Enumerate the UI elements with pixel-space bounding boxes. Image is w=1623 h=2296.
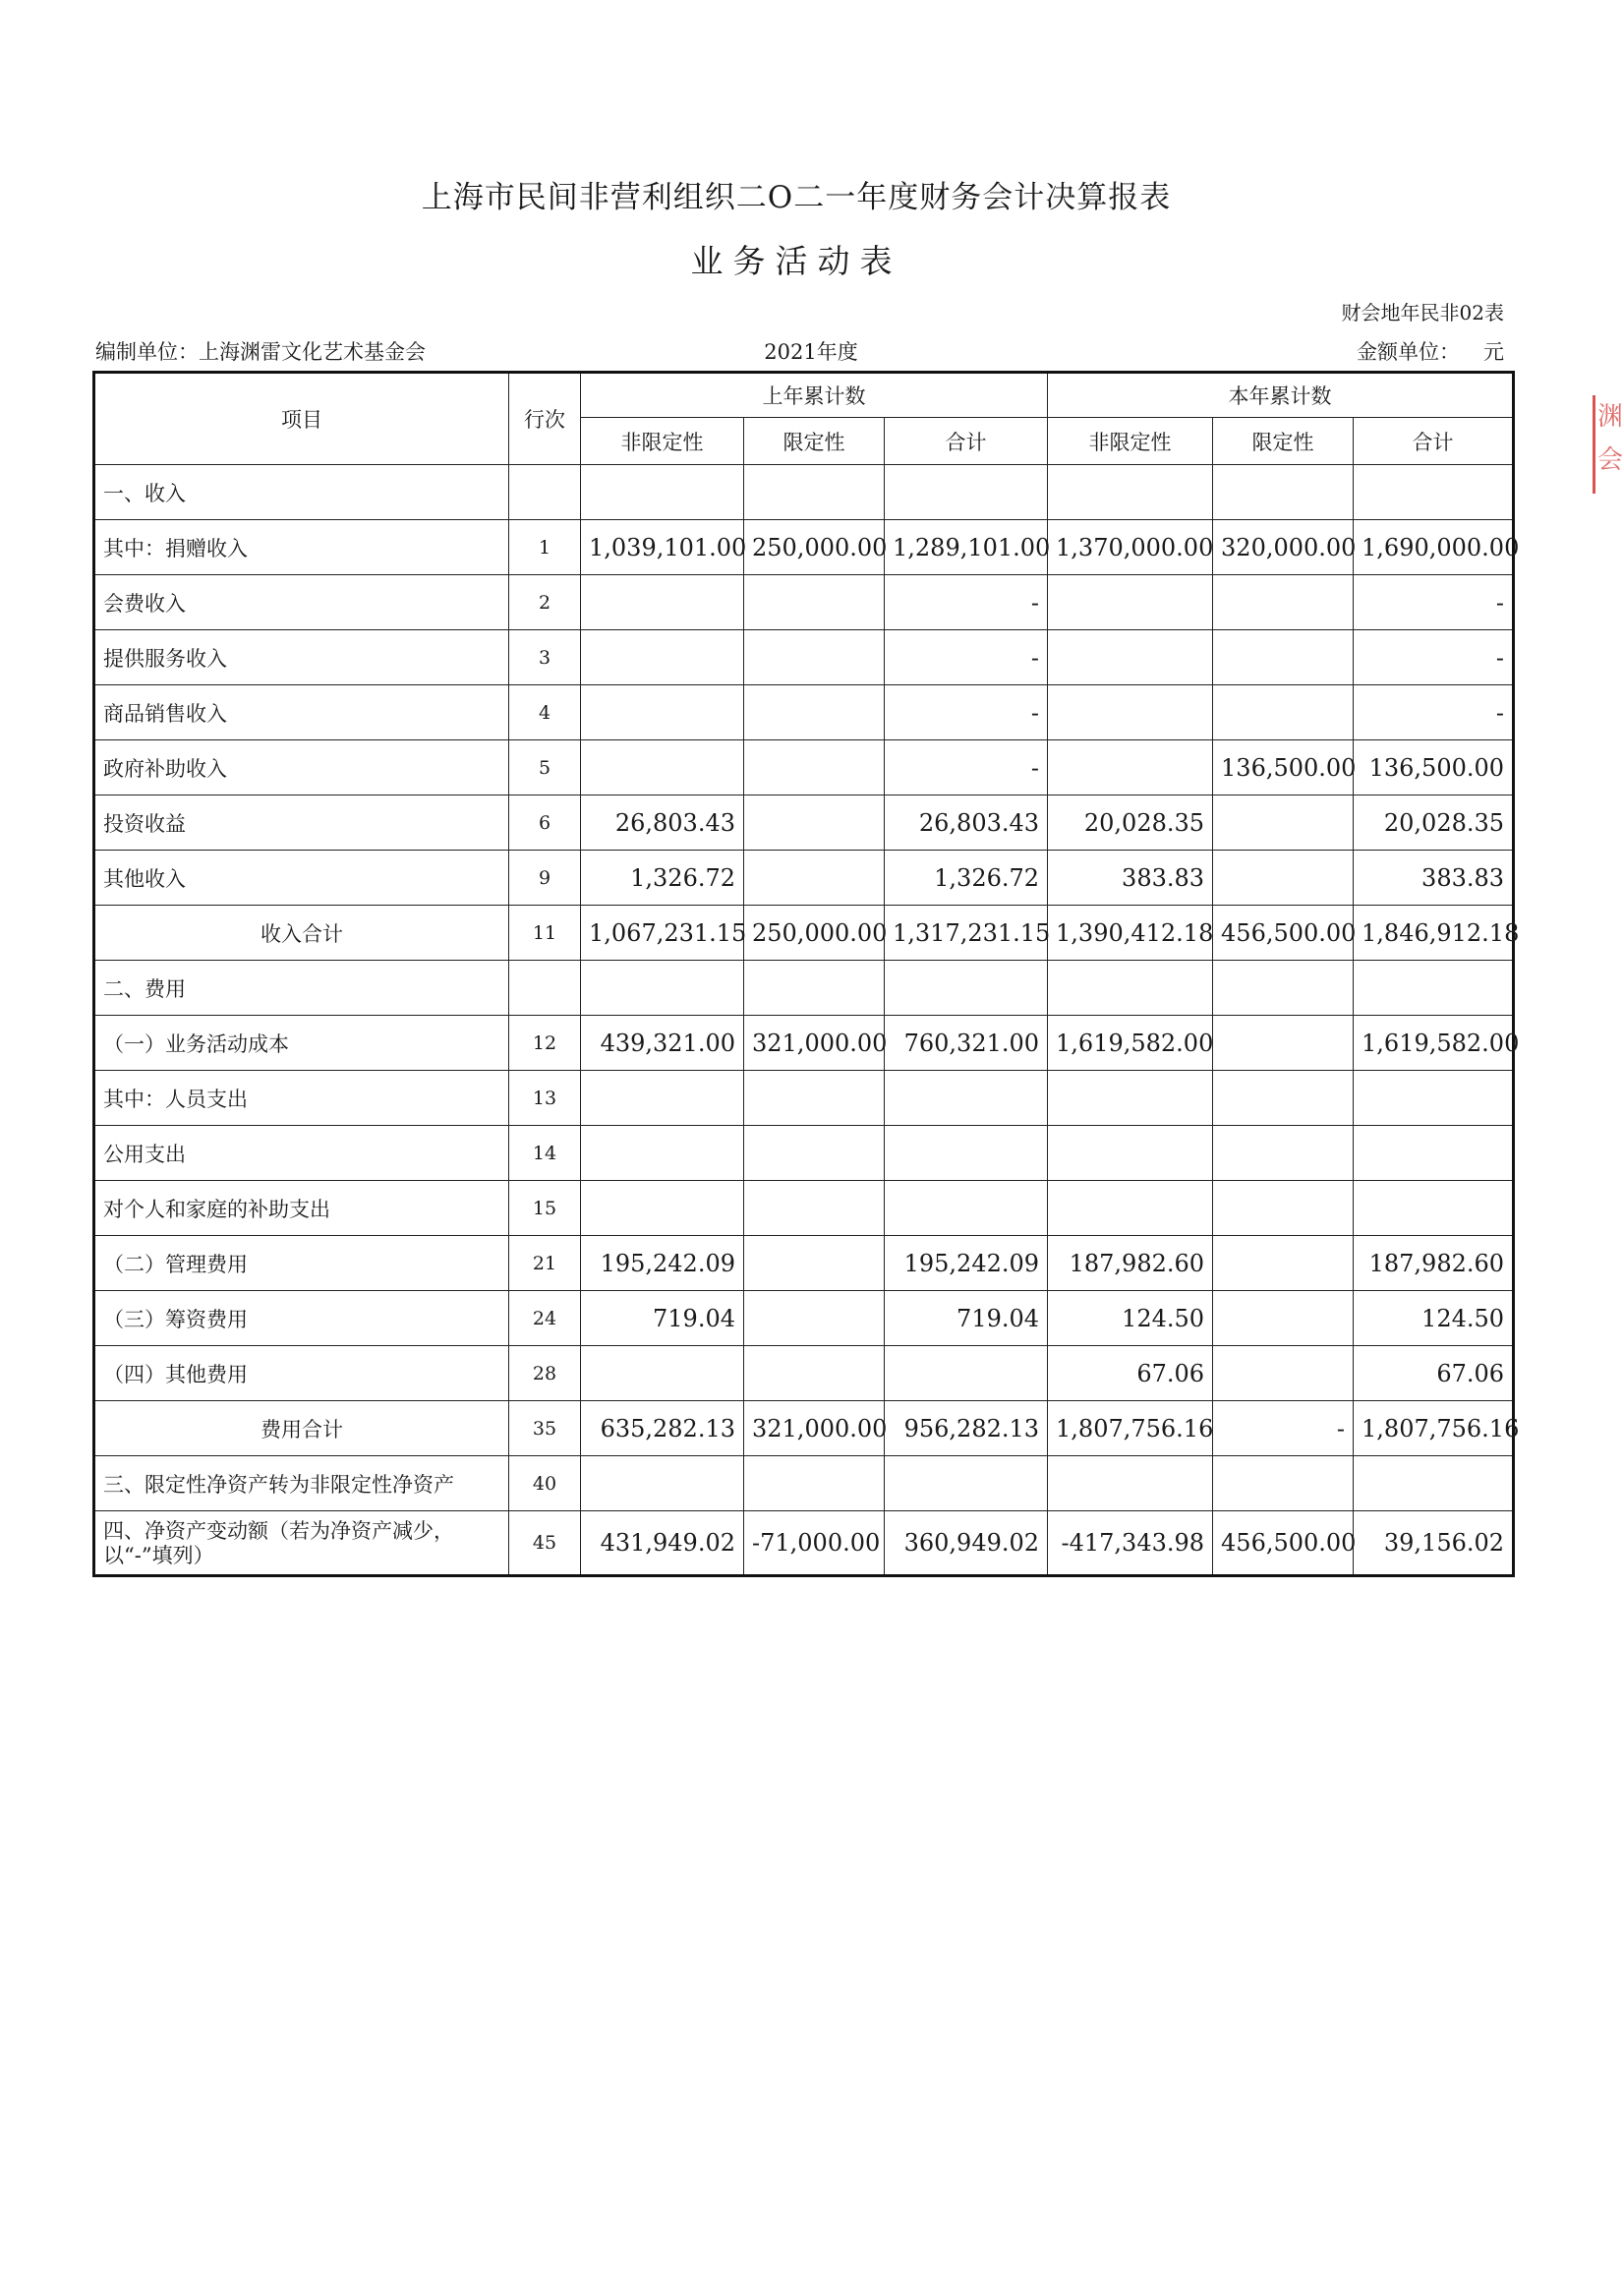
amount-cell-c1	[1048, 630, 1213, 685]
meta-row	[95, 336, 1504, 366]
amount-cell-c3: 1,690,000.00	[1354, 520, 1514, 575]
seal-stamp-fragment	[1593, 395, 1623, 494]
amount-cell-c3: -	[1354, 685, 1514, 740]
amount-cell-c3: 383.83	[1354, 851, 1514, 906]
row-item-label: 四、净资产变动额（若为净资产减少，以“-”填列）	[94, 1511, 509, 1576]
table-row	[94, 851, 1514, 906]
amount-cell-c3: 124.50	[1354, 1291, 1514, 1346]
amount-cell-c2	[1213, 465, 1354, 520]
row-line-number: 13	[509, 1071, 581, 1126]
row-item-label: 其他收入	[94, 851, 509, 906]
amount-cell-c3	[1354, 465, 1514, 520]
stamp-char: 渊	[1597, 402, 1623, 432]
table-body	[94, 465, 1520, 1576]
unit-label: 金额单位：	[1357, 340, 1460, 364]
amount-cell-p2	[744, 465, 885, 520]
table-row	[94, 1236, 1514, 1291]
table-row	[94, 1401, 1514, 1456]
row-item-label: 商品销售收入	[94, 685, 509, 740]
amount-cell-p3	[885, 1071, 1048, 1126]
amount-cell-p1: 635,282.13	[581, 1401, 744, 1456]
row-line-number: 40	[509, 1456, 581, 1511]
amount-cell-c2	[1213, 1126, 1354, 1181]
report-subtitle: 业务活动表	[690, 242, 902, 280]
amount-cell-p1	[581, 685, 744, 740]
currency-unit	[1357, 336, 1504, 366]
row-item-label: （四）其他费用	[94, 1346, 509, 1401]
table-row	[94, 685, 1514, 740]
amount-cell-p1: 26,803.43	[581, 795, 744, 851]
amount-cell-c3	[1354, 1456, 1514, 1511]
amount-cell-c3	[1354, 1181, 1514, 1236]
amount-cell-c2	[1213, 1346, 1354, 1401]
amount-cell-p1: 195,242.09	[581, 1236, 744, 1291]
amount-cell-p1: 431,949.02	[581, 1511, 744, 1576]
header-cur-total: 合计	[1354, 418, 1514, 465]
amount-cell-c2: 136,500.00	[1213, 740, 1354, 795]
amount-cell-p1: 1,326.72	[581, 851, 744, 906]
amount-cell-c2	[1213, 1181, 1354, 1236]
table-row	[94, 906, 1514, 961]
amount-cell-p3: 26,803.43	[885, 795, 1048, 851]
row-line-number	[509, 465, 581, 520]
amount-cell-c1	[1048, 1126, 1213, 1181]
row-item-label: 提供服务收入	[94, 630, 509, 685]
row-item-label: 收入合计	[94, 906, 509, 961]
amount-cell-c1	[1048, 575, 1213, 630]
table-row	[94, 1071, 1514, 1126]
amount-cell-c2	[1213, 1071, 1354, 1126]
header-this-year: 本年累计数	[1048, 373, 1514, 418]
table-row	[94, 1016, 1514, 1071]
amount-cell-c1	[1048, 1181, 1213, 1236]
amount-cell-p3: -	[885, 630, 1048, 685]
row-item-label: 公用支出	[94, 1126, 509, 1181]
amount-cell-p1: 439,321.00	[581, 1016, 744, 1071]
amount-cell-c1	[1048, 961, 1213, 1016]
amount-cell-p2	[744, 1236, 885, 1291]
header-row-1	[94, 373, 1514, 418]
amount-cell-c1: 1,619,582.00	[1048, 1016, 1213, 1071]
row-line-number: 28	[509, 1346, 581, 1401]
amount-cell-c1: 1,807,756.16	[1048, 1401, 1213, 1456]
amount-cell-p1	[581, 630, 744, 685]
amount-cell-p2	[744, 740, 885, 795]
amount-cell-c1: 67.06	[1048, 1346, 1213, 1401]
row-line-number: 12	[509, 1016, 581, 1071]
amount-cell-p3: 760,321.00	[885, 1016, 1048, 1071]
amount-cell-p3: -	[885, 685, 1048, 740]
header-prev-unrestricted: 非限定性	[581, 418, 744, 465]
table-row	[94, 630, 1514, 685]
amount-cell-c3: 20,028.35	[1354, 795, 1514, 851]
header-prev-total: 合计	[885, 418, 1048, 465]
amount-cell-c3: 136,500.00	[1354, 740, 1514, 795]
report-title: 上海市民间非营利组织二O二一年度财务会计决算报表	[421, 180, 1172, 215]
report-year: 2021年度	[764, 340, 858, 364]
amount-cell-p2: -71,000.00	[744, 1511, 885, 1576]
amount-cell-p3	[885, 961, 1048, 1016]
row-line-number: 6	[509, 795, 581, 851]
amount-cell-p2	[744, 1071, 885, 1126]
amount-cell-c1: -417,343.98	[1048, 1511, 1213, 1576]
amount-cell-p2: 321,000.00	[744, 1016, 885, 1071]
row-item-label: 政府补助收入	[94, 740, 509, 795]
amount-cell-c2	[1213, 1236, 1354, 1291]
table-row	[94, 575, 1514, 630]
row-line-number: 2	[509, 575, 581, 630]
amount-cell-p3: 1,289,101.00	[885, 520, 1048, 575]
amount-cell-c2: 320,000.00	[1213, 520, 1354, 575]
stamp-char: 会	[1597, 445, 1623, 475]
amount-cell-p2	[744, 961, 885, 1016]
amount-cell-c1	[1048, 465, 1213, 520]
amount-cell-p2	[744, 851, 885, 906]
amount-cell-p1	[581, 465, 744, 520]
amount-cell-p1: 1,039,101.00	[581, 520, 744, 575]
amount-cell-c3: 67.06	[1354, 1346, 1514, 1401]
amount-cell-p1	[581, 1126, 744, 1181]
row-line-number: 45	[509, 1511, 581, 1576]
amount-cell-c1	[1048, 685, 1213, 740]
table-row	[94, 465, 1514, 520]
row-item-label: （三）筹资费用	[94, 1291, 509, 1346]
amount-cell-c2	[1213, 1016, 1354, 1071]
amount-cell-p3: 195,242.09	[885, 1236, 1048, 1291]
amount-cell-p2	[744, 685, 885, 740]
amount-cell-p2	[744, 630, 885, 685]
row-line-number: 4	[509, 685, 581, 740]
amount-cell-p3: 360,949.02	[885, 1511, 1048, 1576]
amount-cell-p1	[581, 575, 744, 630]
amount-cell-c1: 20,028.35	[1048, 795, 1213, 851]
row-line-number: 11	[509, 906, 581, 961]
amount-cell-c1	[1048, 740, 1213, 795]
amount-cell-p1	[581, 1071, 744, 1126]
amount-cell-p3: 956,282.13	[885, 1401, 1048, 1456]
row-item-label: 费用合计	[94, 1401, 509, 1456]
amount-cell-c3: -	[1354, 630, 1514, 685]
amount-cell-p3	[885, 465, 1048, 520]
unit-value: 元	[1483, 340, 1504, 364]
row-item-label: 二、费用	[94, 961, 509, 1016]
activity-statement-table	[92, 371, 1520, 1577]
row-item-label: 会费收入	[94, 575, 509, 630]
row-line-number: 21	[509, 1236, 581, 1291]
amount-cell-c3	[1354, 1071, 1514, 1126]
table-row	[94, 1511, 1514, 1576]
table-row	[94, 1456, 1514, 1511]
amount-cell-p1	[581, 961, 744, 1016]
amount-cell-c2	[1213, 575, 1354, 630]
table-row	[94, 795, 1514, 851]
row-item-label: 对个人和家庭的补助支出	[94, 1181, 509, 1236]
amount-cell-p2: 321,000.00	[744, 1401, 885, 1456]
amount-cell-c3: 187,982.60	[1354, 1236, 1514, 1291]
row-line-number: 14	[509, 1126, 581, 1181]
amount-cell-c3	[1354, 1126, 1514, 1181]
amount-cell-c3	[1354, 961, 1514, 1016]
amount-cell-p2	[744, 795, 885, 851]
amount-cell-c2	[1213, 851, 1354, 906]
row-item-label: 投资收益	[94, 795, 509, 851]
amount-cell-p2	[744, 1291, 885, 1346]
header-cur-unrestricted: 非限定性	[1048, 418, 1213, 465]
compiler-unit: 编制单位：上海渊雷文化艺术基金会	[95, 340, 426, 364]
amount-cell-c2	[1213, 961, 1354, 1016]
table-row	[94, 740, 1514, 795]
row-item-label: 一、收入	[94, 465, 509, 520]
table-row	[94, 520, 1514, 575]
row-item-label: （二）管理费用	[94, 1236, 509, 1291]
row-item-label: 其中：人员支出	[94, 1071, 509, 1126]
form-code: 财会地年民非02表	[1341, 301, 1504, 324]
table-row	[94, 1346, 1514, 1401]
amount-cell-p2	[744, 1181, 885, 1236]
row-line-number: 1	[509, 520, 581, 575]
header-prev-year: 上年累计数	[581, 373, 1048, 418]
amount-cell-p2	[744, 575, 885, 630]
amount-cell-c2	[1213, 795, 1354, 851]
amount-cell-p1	[581, 1346, 744, 1401]
amount-cell-p2	[744, 1126, 885, 1181]
amount-cell-c3: 1,619,582.00	[1354, 1016, 1514, 1071]
amount-cell-c2	[1213, 630, 1354, 685]
amount-cell-c1: 187,982.60	[1048, 1236, 1213, 1291]
row-item-label: 三、限定性净资产转为非限定性净资产	[94, 1456, 509, 1511]
amount-cell-p2	[744, 1346, 885, 1401]
amount-cell-p3: 1,326.72	[885, 851, 1048, 906]
amount-cell-c2: 456,500.00	[1213, 906, 1354, 961]
table-row	[94, 1291, 1514, 1346]
amount-cell-p1: 719.04	[581, 1291, 744, 1346]
amount-cell-p2: 250,000.00	[744, 520, 885, 575]
header-item: 项目	[94, 373, 509, 465]
amount-cell-c1: 1,390,412.18	[1048, 906, 1213, 961]
row-line-number: 35	[509, 1401, 581, 1456]
row-item-label: 其中：捐赠收入	[94, 520, 509, 575]
row-line-number: 9	[509, 851, 581, 906]
amount-cell-p2: 250,000.00	[744, 906, 885, 961]
amount-cell-p1	[581, 1456, 744, 1511]
amount-cell-c3: 1,807,756.16	[1354, 1401, 1514, 1456]
header-cur-restricted: 限定性	[1213, 418, 1354, 465]
row-line-number: 3	[509, 630, 581, 685]
amount-cell-c2	[1213, 1456, 1354, 1511]
amount-cell-p3: 1,317,231.15	[885, 906, 1048, 961]
row-line-number: 24	[509, 1291, 581, 1346]
table-row	[94, 1126, 1514, 1181]
amount-cell-p3: -	[885, 575, 1048, 630]
amount-cell-p3	[885, 1346, 1048, 1401]
amount-cell-p3	[885, 1126, 1048, 1181]
amount-cell-c3: 39,156.02	[1354, 1511, 1514, 1576]
amount-cell-c1: 124.50	[1048, 1291, 1213, 1346]
amount-cell-p1	[581, 1181, 744, 1236]
amount-cell-p3	[885, 1456, 1048, 1511]
table-row	[94, 961, 1514, 1016]
amount-cell-c2: -	[1213, 1401, 1354, 1456]
amount-cell-p3: 719.04	[885, 1291, 1048, 1346]
amount-cell-c1	[1048, 1071, 1213, 1126]
header-prev-restricted: 限定性	[744, 418, 885, 465]
amount-cell-p1	[581, 740, 744, 795]
amount-cell-p3	[885, 1181, 1048, 1236]
table-row	[94, 1181, 1514, 1236]
row-line-number: 5	[509, 740, 581, 795]
amount-cell-c1: 1,370,000.00	[1048, 520, 1213, 575]
row-item-label: （一）业务活动成本	[94, 1016, 509, 1071]
amount-cell-c2	[1213, 685, 1354, 740]
row-line-number	[509, 961, 581, 1016]
row-line-number: 15	[509, 1181, 581, 1236]
amount-cell-c2: 456,500.00	[1213, 1511, 1354, 1576]
amount-cell-p2	[744, 1456, 885, 1511]
amount-cell-c1	[1048, 1456, 1213, 1511]
amount-cell-c3: -	[1354, 575, 1514, 630]
amount-cell-c3: 1,846,912.18	[1354, 906, 1514, 961]
amount-cell-p1: 1,067,231.15	[581, 906, 744, 961]
amount-cell-c1: 383.83	[1048, 851, 1213, 906]
header-line: 行次	[509, 373, 581, 465]
amount-cell-p3: -	[885, 740, 1048, 795]
amount-cell-c2	[1213, 1291, 1354, 1346]
